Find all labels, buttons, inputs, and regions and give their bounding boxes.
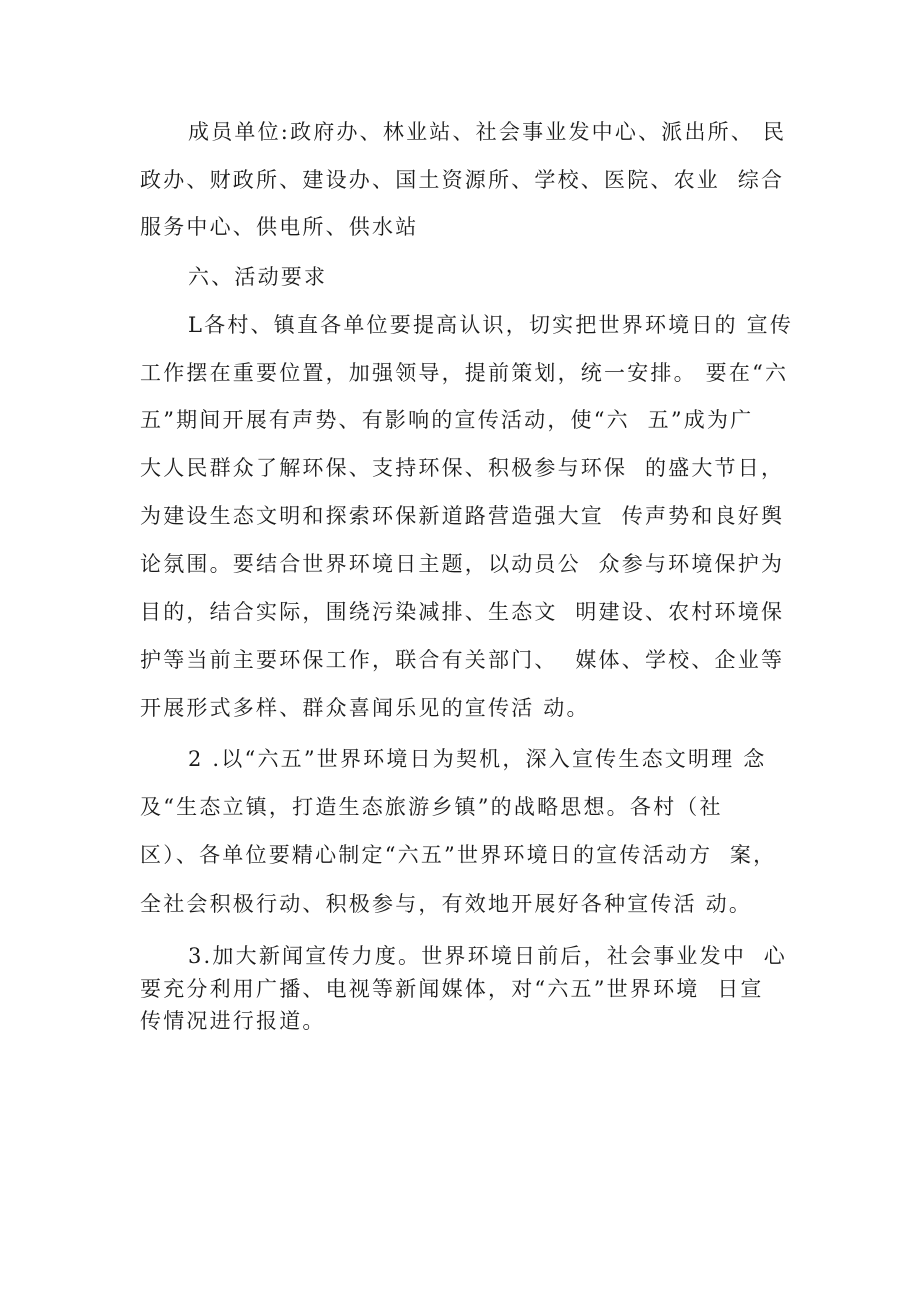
text-line: 要充分利用广播、电视等新闻媒体，对“六五”世界环境 日宣	[140, 977, 764, 1001]
text-line: 2 .以“六五”世界环境日为契机，深入宣传生态文明理 念	[188, 747, 767, 771]
text-line: 目的，结合实际，围绕污染减排、生态文 明建设、农村环境保	[140, 600, 785, 624]
text-line: 开展形式多样、群众喜闻乐见的宣传活 动。	[140, 696, 590, 720]
text-line: 论氛围。要结合世界环境日主题，以动员公 众参与环境保护为	[140, 552, 785, 576]
text-line: 传情况进行报道。	[140, 1009, 326, 1033]
text-line: 全社会积极行动、积极参与，有效地开展好各种宣传活 动。	[140, 892, 753, 916]
section-heading: 六、活动要求	[188, 265, 328, 289]
text-line: 及“生态立镇，打造生态旅游乡镇”的战略思想。各村（社	[140, 795, 723, 819]
text-line: 区）、各单位要精心制定“六五”世界环境日的宣传活动方 案，	[140, 843, 777, 867]
text-line: L各村、镇直各单位要提高认识，切实把世界环境日的 宣传	[188, 313, 794, 337]
text-line: 大人民群众了解环保、支持环保、积极参与环保 的盛大节日，	[140, 456, 785, 480]
text-line: 工作摆在重要位置，加强领导，提前策划，统一安排。 要在“六	[140, 361, 789, 385]
text-line-member-units: 成员单位:政府办、林业站、社会事业发中心、派出所、 民	[188, 120, 787, 144]
text-line: 服务中心、供电所、供水站	[140, 215, 419, 239]
text-line: 为建设生态文明和探索环保新道路营造强大宣 传声势和良好舆	[140, 504, 785, 528]
text-line: 五”期间开展有声势、有影响的宣传活动，使“六 五”成为广	[140, 408, 754, 432]
text-line: 3.加大新闻宣传力度。世界环境日前后，社会事业发中 心	[188, 944, 787, 968]
text-line: 政办、财政所、建设办、国土资源所、学校、医院、农业 综合	[140, 168, 785, 192]
text-line: 护等当前主要环保工作，联合有关部门、 媒体、学校、企业等	[140, 648, 785, 672]
